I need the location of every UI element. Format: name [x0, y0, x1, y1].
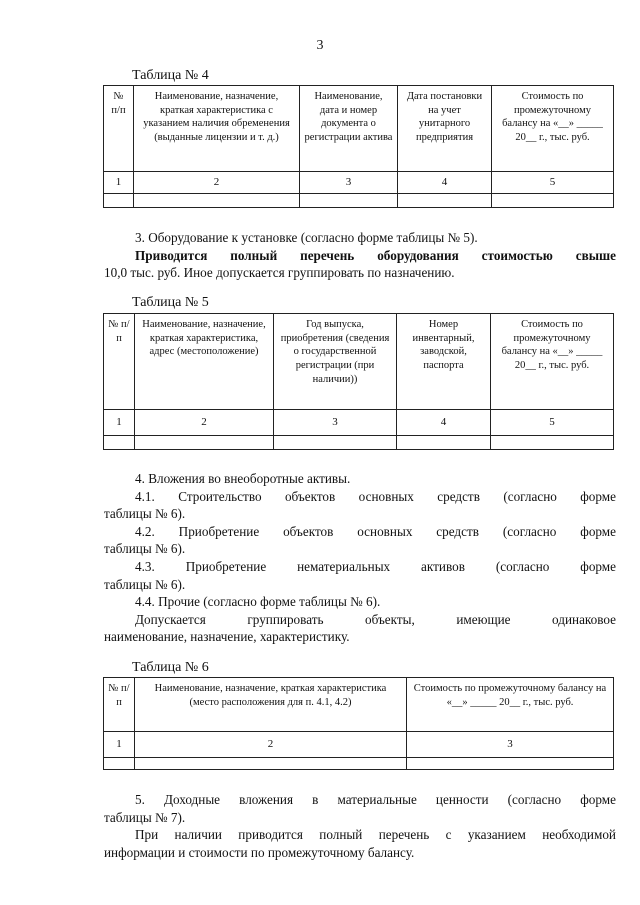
table4-header-document: Наименование, дата и номер документа о регистрации актива [300, 86, 398, 172]
section3-text [104, 229, 616, 282]
table5-cell: 5 [491, 410, 614, 436]
table5-header-year: Год выпуска, приобретения (сведения о государственной регистрации (при наличии)) [274, 314, 397, 410]
table4-cell: 2 [134, 172, 300, 194]
table4-header-cost: Стоимость по промежуточному балансу на «__» _____ 20__ г., тыс. руб. [492, 86, 614, 172]
table4-header-name: Наименование, назначение, краткая характеристика с указанием наличия обременения (выданные лицензии и т. д.) [134, 86, 300, 172]
table6-header-cost: Стоимость по промежуточному балансу на «__» _____ 20__ г., тыс. руб. [407, 678, 614, 732]
table4-empty-row [104, 194, 614, 208]
table6-number-row [104, 732, 614, 758]
section5-body-line2: информации и стоимости по промежуточному балансу. [104, 844, 415, 860]
section5-title-line1: 5. Доходные вложения в материальные ценности (согласно форме [135, 792, 616, 807]
table5-cell: 4 [397, 410, 491, 436]
table6-cell: 2 [135, 732, 407, 758]
table5-cell: 1 [104, 410, 135, 436]
table5-header-name: Наименование, назначение, краткая характеристика, адрес (местоположение) [135, 314, 274, 410]
table5-number-row [104, 410, 614, 436]
section4-note-line1: Допускается группировать объекты, имеющие одинаковое [135, 611, 616, 627]
table6 [103, 677, 614, 770]
section4-item4: 4.4. Прочие (согласно форме таблицы № 6). [135, 594, 381, 610]
table5-cell: 3 [274, 410, 397, 436]
table6-header-name: Наименование, назначение, краткая характеристика (место расположения для п. 4.1, 4.2) [135, 678, 407, 732]
table6-empty-row [104, 758, 614, 770]
table6-caption: Таблица № 6 [132, 660, 209, 675]
section4-title: 4. Вложения во внеоборотные активы. [135, 471, 351, 486]
section4-item1-line2: таблицы № 6). [104, 506, 186, 522]
table6-cell: 3 [407, 732, 614, 758]
table4-caption: Таблица № 4 [132, 68, 209, 83]
section4-text [104, 470, 616, 646]
section3-line1: Приводится полный перечень оборудования стоимостью свыше [135, 247, 616, 263]
table4-header-no: № п/п [104, 86, 134, 172]
table4-cell: 4 [398, 172, 492, 194]
section5-body-line1: При наличии приводится полный перечень с указанием необходимой [135, 827, 616, 843]
section3-title: 3. Оборудование к установке (согласно форме таблицы № 5). [135, 230, 478, 245]
section4-item3-line2: таблицы № 6). [104, 576, 186, 592]
table5 [103, 313, 614, 450]
section4-item2-line1: 4.2. Приобретение объектов основных средств (согласно форме [135, 523, 616, 539]
table5-header-number: Номер инвентарный, заводской, паспорта [397, 314, 491, 410]
section5-text [104, 791, 616, 861]
section4-item2-line2: таблицы № 6). [104, 541, 186, 557]
table4-cell: 1 [104, 172, 134, 194]
table4-header-date: Дата постановки на учет унитарного предприятия [398, 86, 492, 172]
page-number: 3 [316, 38, 324, 53]
section3-line2: 10,0 тыс. руб. Иное допускается группировать по назначению. [104, 265, 455, 281]
table6-cell: 1 [104, 732, 135, 758]
table4-cell: 5 [492, 172, 614, 194]
section4-item1-line1: 4.1. Строительство объектов основных средств (согласно форме [135, 488, 616, 504]
table5-caption: Таблица № 5 [132, 295, 209, 310]
table5-header-no: № п/п [104, 314, 135, 410]
section5-title-line2: таблицы № 7). [104, 809, 186, 825]
table5-empty-row [104, 436, 614, 450]
section4-item3-line1: 4.3. Приобретение нематериальных активов (согласно форме [135, 558, 616, 574]
table4-cell: 3 [300, 172, 398, 194]
table5-header-cost: Стоимость по промежуточному балансу на «__» _____ 20__ г., тыс. руб. [491, 314, 614, 410]
table4 [103, 85, 614, 208]
table4-number-row [104, 172, 614, 194]
table5-cell: 2 [135, 410, 274, 436]
section4-note-line2: наименование, назначение, характеристику. [104, 629, 350, 645]
table6-header-no: № п/п [104, 678, 135, 732]
